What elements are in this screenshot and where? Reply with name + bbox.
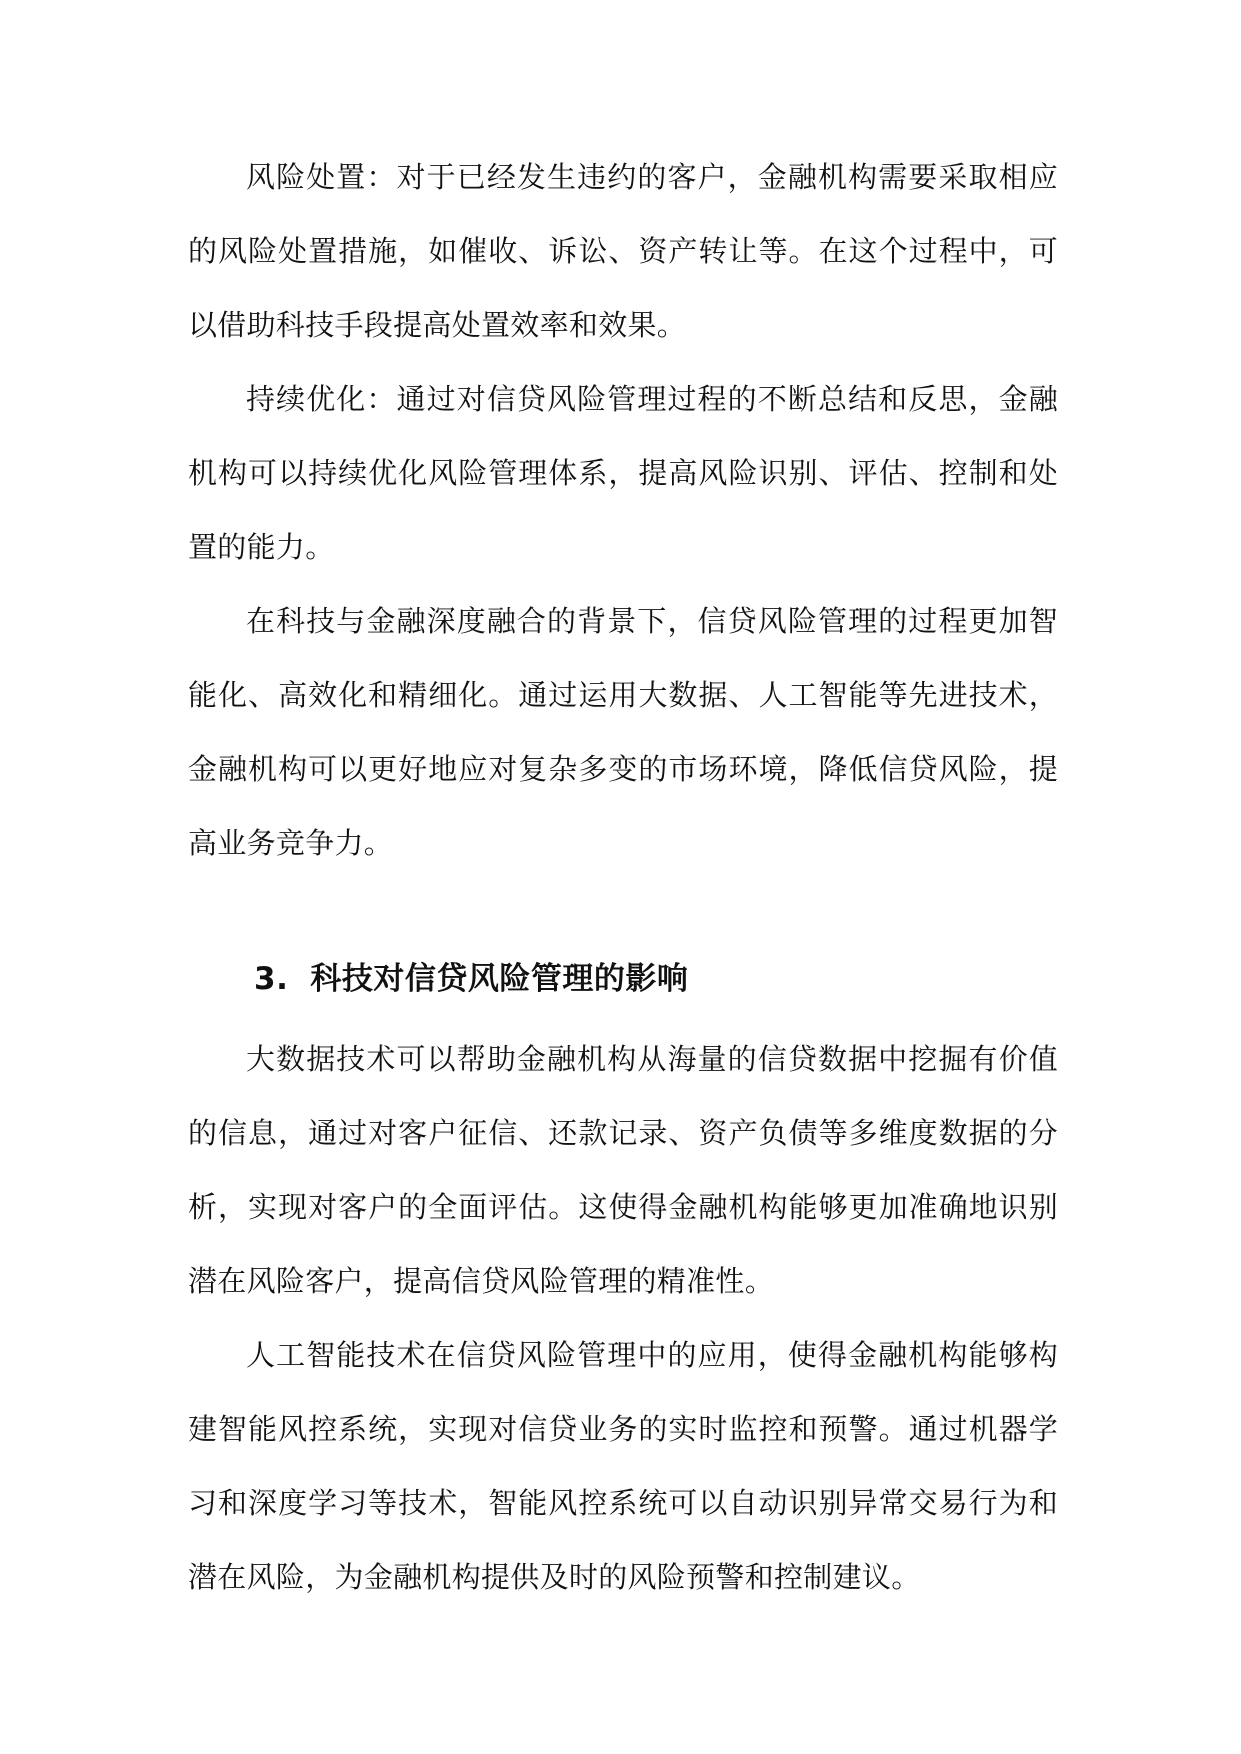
paragraph-risk-disposal: 风险处置：对于已经发生违约的客户，金融机构需要采取相应的风险处置措施，如催收、诉讼、资产转让等。在这个过程中，可以借助科技手段提高处置效率和效果。 xyxy=(188,160,1058,342)
section-title: 科技对信贷风险管理的影响 xyxy=(310,961,689,997)
paragraph-continuous-optimization: 持续优化：通过对信贷风险管理过程的不断总结和反思，金融机构可以持续优化风险管理体系，提高风险识别、评估、控制和处置的能力。 xyxy=(188,382,1058,564)
paragraph-tech-finance-integration: 在科技与金融深度融合的背景下，信贷风险管理的过程更加智能化、高效化和精细化。通过运用大数据、人工智能等先进技术，金融机构可以更好地应对复杂多变的市场环境，降低信贷风险，提高业务竞争力。 xyxy=(188,604,1058,860)
section-number: 3. xyxy=(254,961,289,997)
paragraph-artificial-intelligence: 人工智能技术在信贷风险管理中的应用，使得金融机构能够构建智能风控系统，实现对信贷业务的实时监控和预警。通过机器学习和深度学习等技术，智能风控系统可以自动识别异常交易行为和潜在风险，为金融机构提供及时的风险预警和控制建议。 xyxy=(188,1338,1058,1594)
document-body xyxy=(188,140,1058,1614)
paragraph-big-data: 大数据技术可以帮助金融机构从海量的信贷数据中挖掘有价值的信息，通过对客户征信、还款记录、资产负债等多维度数据的分析，实现对客户的全面评估。这使得金融机构能够更加准确地识别潜在风险客户，提高信贷风险管理的精准性。 xyxy=(188,1042,1058,1298)
section-heading xyxy=(188,942,1058,1016)
